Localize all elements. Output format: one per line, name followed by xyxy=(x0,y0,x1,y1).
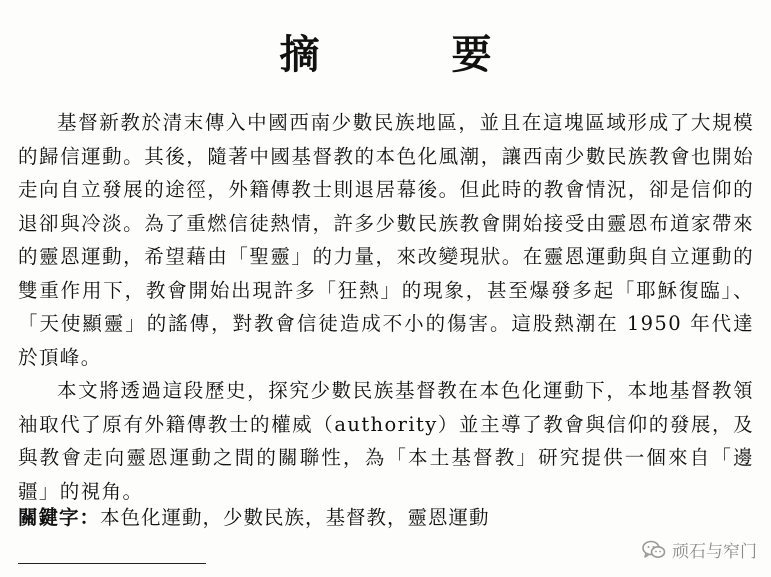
watermark xyxy=(642,537,757,562)
keywords-label: 關鍵字： xyxy=(18,506,101,529)
footnote-divider xyxy=(18,563,206,564)
wechat-icon xyxy=(642,540,666,560)
abstract-paragraph-2: 本文將透過這段歷史，探究少數民族基督教在本色化運動下，本地基督教領袖取代了原有外籍傳教士的權威（authority）並主導了教會與信仰的發展，及與教會走向靈恩運動之間的關聯性，為「本土基督教」研究提供一個來自「邊疆」的視角。 xyxy=(18,379,754,503)
keywords-text: 本色化運動，少數民族，基督教，靈恩運動 xyxy=(100,506,490,529)
abstract-paragraph-1: 基督新教於清末傳入中國西南少數民族地區，並且在這塊區域形成了大規模的歸信運動。其後，隨著中國基督教的本色化風潮，讓西南少數民族教會也開始走向自立發展的途徑，外籍傳教士則退居幕後。但此時的教會情況，卻是信仰的退卻與冷淡。為了重燃信徒熱情，許多少數民族教會開始接受由靈恩布道家帶來的靈恩運動，希望藉由「聖靈」的力量，來改變現狀。在靈恩運動與自立運動的雙重作用下，教會開始出現許多「狂熱」的現象，甚至爆發多起「耶穌復臨」、「天使顯靈」的謠傳，對教會信徒造成不小的傷害。這股熱潮在 1950 年代達於頂峰。 xyxy=(18,111,754,369)
keywords-line xyxy=(18,503,490,533)
watermark-text: 顽石与窄门 xyxy=(672,542,757,562)
abstract-title: 摘 要 xyxy=(279,31,538,78)
abstract-body xyxy=(18,106,754,508)
